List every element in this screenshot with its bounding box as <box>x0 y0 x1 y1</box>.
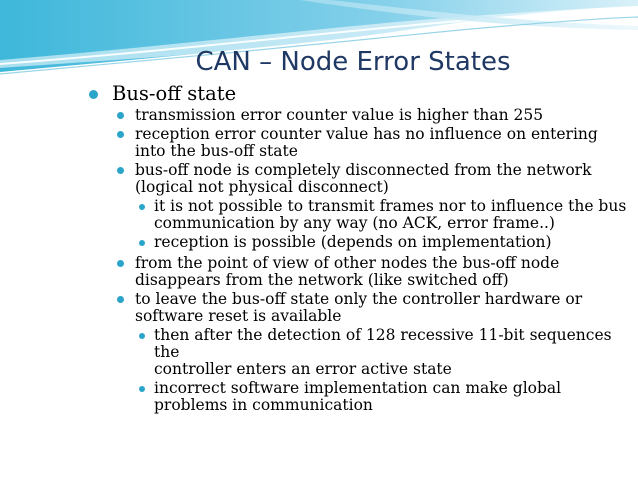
list-item-text: communication by any way (no ACK, error frame..) <box>154 214 555 232</box>
list-item-text: disappears from the network (like switched off) <box>135 271 509 289</box>
list-item <box>88 126 628 160</box>
list-item-text: incorrect software implementation can make global <box>154 379 562 397</box>
bullet-icon <box>117 167 124 174</box>
list-item-text: to leave the bus-off state only the controller hardware or <box>135 290 583 308</box>
section-heading: Bus-off state <box>112 82 237 105</box>
list-item <box>88 107 628 124</box>
list-item-text: controller enters an error active state <box>154 360 452 378</box>
bullet-icon <box>139 240 145 246</box>
bullet-icon <box>117 260 124 267</box>
list-item <box>88 291 628 325</box>
list-item-text: then after the detection of 128 recessive 11-bit sequences the <box>154 326 612 361</box>
list-item-text: it is not possible to transmit frames nor to influence the bus <box>154 197 627 215</box>
list-item <box>88 380 628 414</box>
list-item <box>88 162 628 196</box>
list-item <box>88 234 628 251</box>
bullet-list <box>88 82 628 416</box>
list-item-text: reception is possible (depends on implementation) <box>154 233 552 251</box>
list-item <box>88 255 628 289</box>
list-item <box>88 327 628 378</box>
bullet-icon <box>117 296 124 303</box>
list-item <box>88 198 628 232</box>
bullet-icon <box>89 90 98 99</box>
list-item-text: into the bus-off state <box>135 142 298 160</box>
list-item-text: software reset is available <box>135 307 342 325</box>
bullet-icon <box>139 333 145 339</box>
bullet-icon <box>117 112 124 119</box>
bullet-icon <box>117 131 124 138</box>
bullet-icon <box>139 204 145 210</box>
list-item-text: (logical not physical disconnect) <box>135 178 389 196</box>
list-item-text: bus-off node is completely disconnected from the network <box>135 161 592 179</box>
page-title: CAN – Node Error States <box>195 47 511 77</box>
bullet-icon <box>139 386 145 392</box>
list-item-text: transmission error counter value is higher than 255 <box>135 106 544 124</box>
list-item-text: problems in communication <box>154 396 373 414</box>
list-item-text: from the point of view of other nodes the bus-off node <box>135 254 560 272</box>
list-item <box>88 82 628 106</box>
list-item-text: reception error counter value has no influence on entering <box>135 125 598 143</box>
